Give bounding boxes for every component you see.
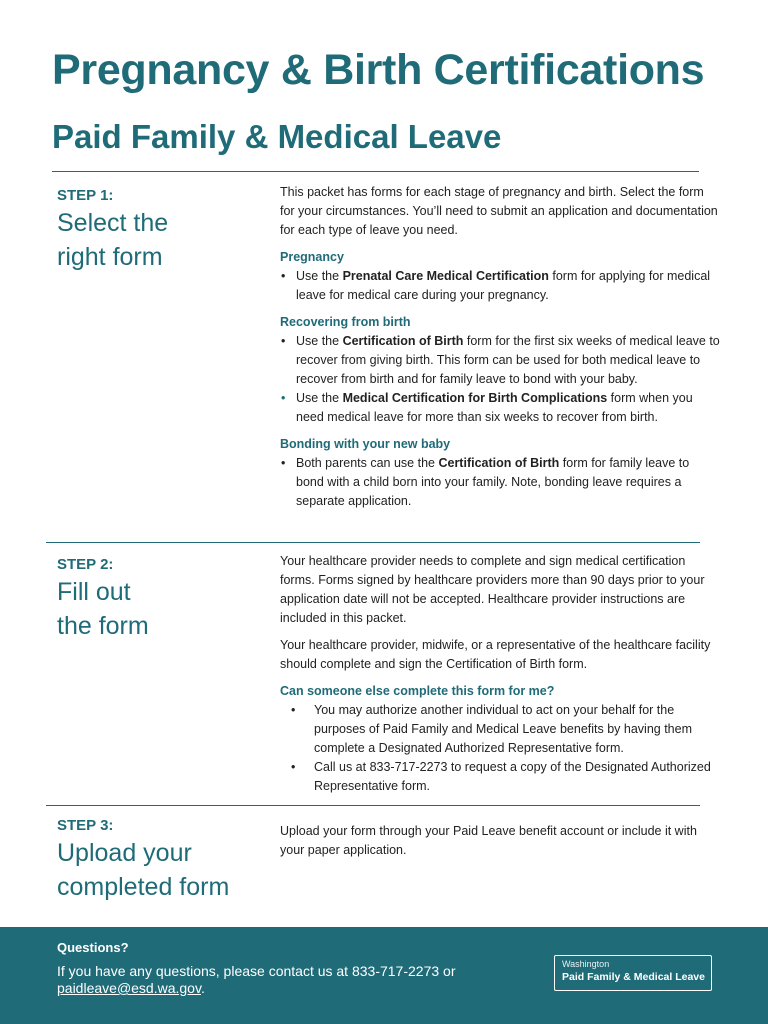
recovering-heading: Recovering from birth bbox=[280, 315, 411, 329]
step2-title bbox=[57, 575, 149, 643]
step3-label: STEP 3: bbox=[57, 817, 114, 834]
bonding-list bbox=[280, 454, 720, 511]
list-item: • You may authorize another individual to act on your behalf for the purposes of Paid Family and Medical Leave benefits by having them complete a Designated Authorized Representative form. bbox=[291, 703, 692, 755]
step2-para2: Your healthcare provider, midwife, or a representative of the healthcare facility should complete and sign the Certification of Birth form. bbox=[280, 638, 711, 671]
step1-title-line2: right form bbox=[57, 243, 163, 271]
step1-label: STEP 1: bbox=[57, 187, 114, 204]
step3-title-line1: Upload your bbox=[57, 839, 192, 867]
page-subtitle: Paid Family & Medical Leave bbox=[52, 118, 502, 155]
list-item: • Use the Certification of Birth form for the first six weeks of medical leave to recover from giving birth. This form can be used for both medical leave to recover from birth and for family leave to bond with your baby. bbox=[281, 334, 720, 386]
pregnancy-list bbox=[280, 267, 720, 305]
faq-heading: Can someone else complete this form for me? bbox=[280, 684, 555, 698]
bonding-heading: Bonding with your new baby bbox=[280, 437, 451, 451]
list-item: • Both parents can use the Certification of Birth form for family leave to bond with a child born into your family. Note, bonding leave requires a separate application. bbox=[281, 456, 690, 508]
step1-content bbox=[280, 183, 720, 511]
header-divider bbox=[52, 171, 699, 172]
step3-title bbox=[57, 836, 229, 904]
list-item: • Use the Prenatal Care Medical Certification form for applying for medical leave for medical care during your pregnancy. bbox=[281, 269, 711, 302]
email-link[interactable]: paidleave@esd.wa.gov bbox=[57, 980, 201, 996]
bullet-icon: • bbox=[281, 391, 286, 405]
step3-content bbox=[280, 822, 720, 868]
step3-title-line2: completed form bbox=[57, 873, 230, 901]
faq-list bbox=[280, 701, 720, 796]
bullet-icon: • bbox=[281, 456, 286, 470]
footer-questions-heading: Questions? bbox=[57, 940, 129, 955]
step1-title bbox=[57, 206, 168, 274]
bullet-icon: • bbox=[291, 760, 296, 774]
step1-title-line1: Select the bbox=[57, 209, 169, 237]
step2-label: STEP 2: bbox=[57, 556, 114, 573]
bullet-icon: • bbox=[291, 703, 296, 717]
logo-program-text: Paid Family & Medical Leave bbox=[562, 971, 705, 983]
bullet-icon: • bbox=[281, 334, 286, 348]
logo-state-text: Washington bbox=[562, 959, 610, 969]
step1-intro: This packet has forms for each stage of pregnancy and birth. Select the form for your circumstances. You’ll need to submit an application and documentation for each type of leave you need. bbox=[280, 185, 718, 237]
step2-para1: Your healthcare provider needs to complete and sign medical certification forms. Forms signed by healthcare providers more than 90 days prior to your application date will not be accepted. Healthcare provider instructions are included in this packet. bbox=[280, 554, 705, 625]
page-title: Pregnancy & Birth Certifications bbox=[52, 46, 705, 94]
list-item: • Call us at 833-717-2273 to request a copy of the Designated Authorized Representative form. bbox=[291, 760, 711, 793]
pfml-logo bbox=[554, 955, 712, 991]
step2-divider bbox=[46, 805, 700, 806]
pregnancy-heading: Pregnancy bbox=[280, 250, 344, 264]
step1-divider bbox=[46, 542, 700, 543]
step2-content bbox=[280, 552, 720, 796]
recovering-list bbox=[280, 332, 720, 427]
footer-banner bbox=[0, 927, 768, 1024]
step2-title-line2: the form bbox=[57, 612, 149, 640]
step3-para1: Upload your form through your Paid Leave benefit account or include it with your paper application. bbox=[280, 824, 697, 857]
list-item: • Use the Medical Certification for Birth Complications form when you need medical leave for more than six weeks to recover from birth. bbox=[281, 391, 693, 424]
step2-title-line1: Fill out bbox=[57, 578, 131, 606]
bullet-icon: • bbox=[281, 269, 286, 283]
footer-contact-text: If you have any questions, please contact us at 833-717-2273 or paidleave@esd.wa.gov. bbox=[57, 963, 456, 996]
